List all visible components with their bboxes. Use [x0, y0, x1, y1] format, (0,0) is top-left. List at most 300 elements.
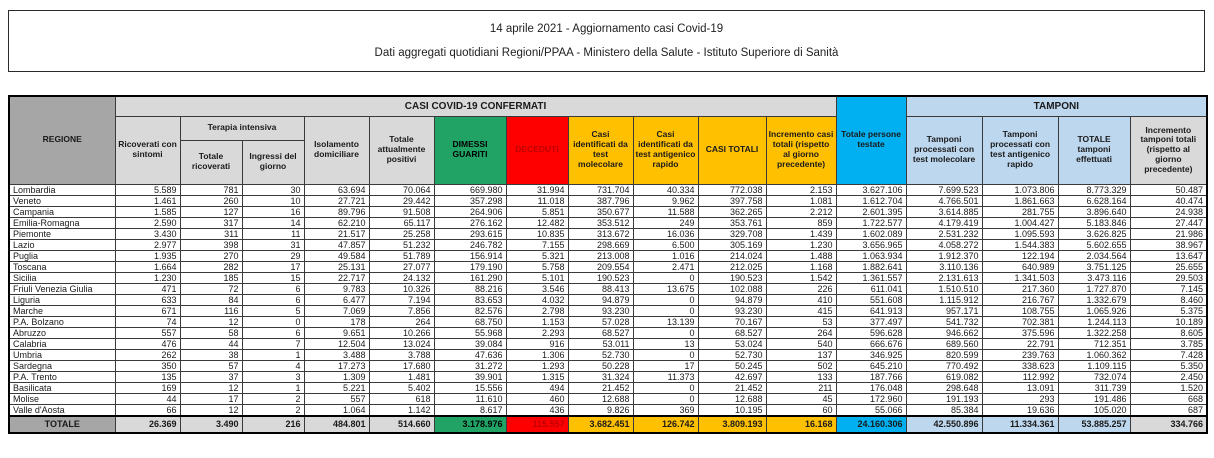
table-row — [9, 404, 1207, 416]
table-cell: 1.510.510 — [906, 283, 982, 294]
table-cell: 25.131 — [304, 261, 369, 272]
table-cell: 17.273 — [304, 360, 369, 371]
table-cell: 264 — [369, 316, 434, 327]
table-cell: 10.189 — [1130, 316, 1207, 327]
table-cell: 37 — [180, 371, 242, 382]
table-row — [9, 316, 1207, 327]
table-cell: 116 — [180, 305, 242, 316]
table-cell: 45 — [766, 393, 836, 404]
table-cell: 1.882.641 — [836, 261, 906, 272]
table-cell: 31 — [242, 239, 304, 250]
table-cell: 460 — [506, 393, 568, 404]
table-cell: 4.766.501 — [906, 195, 982, 206]
table-cell: 85.384 — [906, 404, 982, 416]
table-cell: 5.758 — [506, 261, 568, 272]
table-cell: 7.155 — [506, 239, 568, 250]
table-cell: 27.447 — [1130, 217, 1207, 228]
table-cell: 281.755 — [982, 206, 1058, 217]
table-cell: 398 — [180, 239, 242, 250]
table-cell: 9.962 — [633, 195, 698, 206]
table-cell: 70.064 — [369, 184, 434, 195]
table-cell: 633 — [115, 294, 180, 305]
table-cell: 5.851 — [506, 206, 568, 217]
table-cell: 135 — [115, 371, 180, 382]
table-cell: 2.153 — [766, 184, 836, 195]
table-cell: 377.497 — [836, 316, 906, 327]
table-cell: 5.402 — [369, 382, 434, 393]
table-cell: 5.375 — [1130, 305, 1207, 316]
table-cell: 1.004.427 — [982, 217, 1058, 228]
region-name: Veneto — [9, 195, 115, 206]
region-name: Abruzzo — [9, 327, 115, 338]
table-cell: 264 — [766, 327, 836, 338]
table-cell: 1.544.383 — [982, 239, 1058, 250]
table-cell: 58 — [180, 327, 242, 338]
region-name: Liguria — [9, 294, 115, 305]
totals-cell: 3.682.451 — [568, 416, 633, 433]
table-cell: 7.069 — [304, 305, 369, 316]
table-row — [9, 294, 1207, 305]
table-cell: 31.272 — [434, 360, 506, 371]
table-row — [9, 371, 1207, 382]
table-cell: 17 — [242, 261, 304, 272]
col-header-ingressi-giorno: Ingressi del giorno — [242, 140, 304, 184]
table-cell: 16 — [242, 206, 304, 217]
table-cell: 369 — [633, 404, 698, 416]
table-cell: 29.442 — [369, 195, 434, 206]
table-cell: 5.350 — [1130, 360, 1207, 371]
table-cell: 169 — [115, 382, 180, 393]
table-cell: 7.145 — [1130, 283, 1207, 294]
table-cell: 52.730 — [568, 349, 633, 360]
table-cell: 1.935 — [115, 250, 180, 261]
table-cell: 540 — [766, 338, 836, 349]
col-header-deceduti: DECEDUTI — [506, 116, 568, 184]
table-cell: 3.626.825 — [1058, 228, 1130, 239]
table-cell: 770.492 — [906, 360, 982, 371]
table-cell: 264.906 — [434, 206, 506, 217]
group-header-terapia-intensiva: Terapia intensiva — [180, 116, 304, 140]
table-cell: 211 — [766, 382, 836, 393]
table-cell: 246.782 — [434, 239, 506, 250]
table-cell: 772.038 — [698, 184, 766, 195]
table-cell: 4.032 — [506, 294, 568, 305]
table-cell: 17.680 — [369, 360, 434, 371]
table-cell: 311.739 — [1058, 382, 1130, 393]
table-cell: 31.994 — [506, 184, 568, 195]
table-cell: 53.011 — [568, 338, 633, 349]
table-cell: 22.791 — [982, 338, 1058, 349]
table-cell: 1.322.258 — [1058, 327, 1130, 338]
table-cell: 68.527 — [698, 327, 766, 338]
table-cell: 12 — [180, 382, 242, 393]
table-cell: 2.293 — [506, 327, 568, 338]
totals-cell: 3.178.976 — [434, 416, 506, 433]
table-cell: 5.183.846 — [1058, 217, 1130, 228]
table-cell: 50.228 — [568, 360, 633, 371]
table-cell: 1.230 — [115, 272, 180, 283]
table-cell: 70.167 — [698, 316, 766, 327]
table-cell: 1.520 — [1130, 382, 1207, 393]
table-cell: 51.232 — [369, 239, 434, 250]
table-cell: 3 — [242, 371, 304, 382]
totals-cell: 115.557 — [506, 416, 568, 433]
table-cell: 57 — [180, 360, 242, 371]
table-cell: 1.585 — [115, 206, 180, 217]
table-cell: 1.065.926 — [1058, 305, 1130, 316]
table-cell: 1.115.912 — [906, 294, 982, 305]
table-cell: 47.857 — [304, 239, 369, 250]
table-cell: 1.439 — [766, 228, 836, 239]
table-cell: 53 — [766, 316, 836, 327]
table-cell: 209.554 — [568, 261, 633, 272]
totals-cell: 26.369 — [115, 416, 180, 433]
table-cell: 91.508 — [369, 206, 434, 217]
col-header-isolamento: Isolamento domiciliare — [304, 116, 369, 184]
table-cell: 55.066 — [836, 404, 906, 416]
table-cell: 305.169 — [698, 239, 766, 250]
table-cell: 0 — [633, 349, 698, 360]
col-header-totale-tamponi: TOTALE tamponi effettuati — [1058, 116, 1130, 184]
table-cell: 1.315 — [506, 371, 568, 382]
table-cell: 1.612.704 — [836, 195, 906, 206]
table-cell: 10.266 — [369, 327, 434, 338]
table-cell: 375.596 — [982, 327, 1058, 338]
table-cell: 619.082 — [906, 371, 982, 382]
table-cell: 40.474 — [1130, 195, 1207, 206]
table-cell: 6 — [242, 283, 304, 294]
table-cell: 31.324 — [568, 371, 633, 382]
table-cell: 298.648 — [906, 382, 982, 393]
table-cell: 12.504 — [304, 338, 369, 349]
table-cell: 1.332.679 — [1058, 294, 1130, 305]
table-cell: 1.060.362 — [1058, 349, 1130, 360]
table-cell: 190.523 — [698, 272, 766, 283]
table-cell: 1.109.115 — [1058, 360, 1130, 371]
table-cell: 1 — [242, 382, 304, 393]
table-cell: 94.879 — [698, 294, 766, 305]
table-cell: 1.081 — [766, 195, 836, 206]
table-cell: 1.602.089 — [836, 228, 906, 239]
table-cell: 557 — [304, 393, 369, 404]
table-cell: 137 — [766, 349, 836, 360]
table-cell: 16.036 — [633, 228, 698, 239]
table-cell: 415 — [766, 305, 836, 316]
table-cell: 618 — [369, 393, 434, 404]
table-row — [9, 272, 1207, 283]
table-cell: 1.488 — [766, 250, 836, 261]
table-cell: 1.341.503 — [982, 272, 1058, 283]
col-header-casi-totali: CASI TOTALI — [698, 116, 766, 184]
col-header-persone-testate: Totale persone testate — [836, 96, 906, 184]
table-cell: 3.751.125 — [1058, 261, 1130, 272]
table-cell: 55.968 — [434, 327, 506, 338]
table-cell: 3.473.116 — [1058, 272, 1130, 283]
totals-cell: 24.160.306 — [836, 416, 906, 433]
table-cell: 640.989 — [982, 261, 1058, 272]
table-cell: 7.428 — [1130, 349, 1207, 360]
table-cell: 7.194 — [369, 294, 434, 305]
table-cell: 1.461 — [115, 195, 180, 206]
table-cell: 282 — [180, 261, 242, 272]
table-cell: 13.647 — [1130, 250, 1207, 261]
table-cell: 270 — [180, 250, 242, 261]
table-cell: 0 — [633, 305, 698, 316]
table-cell: 82.576 — [434, 305, 506, 316]
table-cell: 108.755 — [982, 305, 1058, 316]
table-cell: 3.430 — [115, 228, 180, 239]
table-cell: 13.675 — [633, 283, 698, 294]
table-cell: 2.590 — [115, 217, 180, 228]
table-cell: 38 — [180, 349, 242, 360]
table-cell: 105.020 — [1058, 404, 1130, 416]
table-cell: 11.588 — [633, 206, 698, 217]
table-cell: 53.024 — [698, 338, 766, 349]
table-row — [9, 327, 1207, 338]
table-cell: 671 — [115, 305, 180, 316]
region-name: P.A. Trento — [9, 371, 115, 382]
table-cell: 27.077 — [369, 261, 434, 272]
table-cell: 2 — [242, 393, 304, 404]
table-cell: 551.608 — [836, 294, 906, 305]
table-cell: 12.688 — [698, 393, 766, 404]
table-cell: 8.605 — [1130, 327, 1207, 338]
table-cell: 19.636 — [982, 404, 1058, 416]
table-cell: 712.351 — [1058, 338, 1130, 349]
table-cell: 11.018 — [506, 195, 568, 206]
table-cell: 1 — [242, 349, 304, 360]
table-cell: 1.481 — [369, 371, 434, 382]
table-cell: 957.171 — [906, 305, 982, 316]
table-cell: 156.914 — [434, 250, 506, 261]
table-cell: 29 — [242, 250, 304, 261]
table-cell: 641.913 — [836, 305, 906, 316]
table-cell: 22.717 — [304, 272, 369, 283]
table-cell: 781 — [180, 184, 242, 195]
table-cell: 362.265 — [698, 206, 766, 217]
table-cell: 1.064 — [304, 404, 369, 416]
table-cell: 293.615 — [434, 228, 506, 239]
col-header-regione: REGIONE — [9, 96, 115, 184]
table-cell: 346.925 — [836, 349, 906, 360]
col-header-casi-molecolare: Casi identificati da test molecolare — [568, 116, 633, 184]
table-cell: 1.361.557 — [836, 272, 906, 283]
table-cell: 313.672 — [568, 228, 633, 239]
table-cell: 187.766 — [836, 371, 906, 382]
region-name: Piemonte — [9, 228, 115, 239]
table-cell: 859 — [766, 217, 836, 228]
table-cell: 190.523 — [568, 272, 633, 283]
table-cell: 329.708 — [698, 228, 766, 239]
table-cell: 14 — [242, 217, 304, 228]
table-cell: 57.028 — [568, 316, 633, 327]
table-cell: 24.132 — [369, 272, 434, 283]
table-cell: 49.584 — [304, 250, 369, 261]
report-header — [8, 10, 1205, 72]
table-cell: 4.179.419 — [906, 217, 982, 228]
table-cell: 4 — [242, 360, 304, 371]
table-cell: 1.095.593 — [982, 228, 1058, 239]
table-cell: 350 — [115, 360, 180, 371]
table-cell: 8.773.329 — [1058, 184, 1130, 195]
table-cell: 63.694 — [304, 184, 369, 195]
table-cell: 2.034.564 — [1058, 250, 1130, 261]
region-name: Lombardia — [9, 184, 115, 195]
table-cell: 10.326 — [369, 283, 434, 294]
table-cell: 5.602.655 — [1058, 239, 1130, 250]
table-row — [9, 305, 1207, 316]
table-cell: 44 — [115, 393, 180, 404]
table-cell: 10.195 — [698, 404, 766, 416]
table-cell: 11.373 — [633, 371, 698, 382]
table-cell: 387.796 — [568, 195, 633, 206]
table-cell: 702.381 — [982, 316, 1058, 327]
table-row — [9, 250, 1207, 261]
totals-cell: 334.766 — [1130, 416, 1207, 433]
table-cell: 179.190 — [434, 261, 506, 272]
table-row — [9, 184, 1207, 195]
table-cell: 916 — [506, 338, 568, 349]
table-row — [9, 393, 1207, 404]
table-cell: 93.230 — [568, 305, 633, 316]
region-name: Umbria — [9, 349, 115, 360]
col-header-totale-ricoverati: Totale ricoverati — [180, 140, 242, 184]
table-row — [9, 360, 1207, 371]
table-cell: 293 — [982, 393, 1058, 404]
table-row — [9, 283, 1207, 294]
report-subtitle: Dati aggregati quotidiani Regioni/PPAA - Ministero della Salute - Istituto Superiore di Sanità — [374, 47, 839, 59]
table-cell: 212.025 — [698, 261, 766, 272]
table-cell: 0 — [633, 327, 698, 338]
region-name: Calabria — [9, 338, 115, 349]
totals-cell: 484.801 — [304, 416, 369, 433]
table-cell: 62.210 — [304, 217, 369, 228]
table-cell: 60 — [766, 404, 836, 416]
group-header-casi-confermati: CASI COVID-19 CONFERMATI — [115, 96, 836, 116]
col-header-ricoverati-sintomi: Ricoverati con sintomi — [115, 116, 180, 184]
table-cell: 27.721 — [304, 195, 369, 206]
table-cell: 191.193 — [906, 393, 982, 404]
table-cell: 1.168 — [766, 261, 836, 272]
table-row — [9, 195, 1207, 206]
table-row — [9, 349, 1207, 360]
table-cell: 311 — [180, 228, 242, 239]
totals-cell: 11.334.361 — [982, 416, 1058, 433]
table-cell: 74 — [115, 316, 180, 327]
table-cell: 0 — [633, 272, 698, 283]
region-name: Friuli Venezia Giulia — [9, 283, 115, 294]
table-cell: 3.546 — [506, 283, 568, 294]
table-cell: 21.452 — [568, 382, 633, 393]
table-cell: 38.967 — [1130, 239, 1207, 250]
table-cell: 0 — [633, 294, 698, 305]
table-cell: 2 — [242, 404, 304, 416]
table-cell: 12 — [180, 404, 242, 416]
table-cell: 9.783 — [304, 283, 369, 294]
table-cell: 820.599 — [906, 349, 982, 360]
table-cell: 353.512 — [568, 217, 633, 228]
table-cell: 47.636 — [434, 349, 506, 360]
col-header-incremento-tamponi: Incremento tamponi totali (rispetto al giorno precedente) — [1130, 116, 1207, 184]
table-cell: 25.655 — [1130, 261, 1207, 272]
table-cell: 172.960 — [836, 393, 906, 404]
table-cell: 83.653 — [434, 294, 506, 305]
table-cell: 93.230 — [698, 305, 766, 316]
table-cell: 68.527 — [568, 327, 633, 338]
region-name: Sardegna — [9, 360, 115, 371]
table-cell: 13.139 — [633, 316, 698, 327]
table-cell: 494 — [506, 382, 568, 393]
table-cell: 40.334 — [633, 184, 698, 195]
table-row — [9, 206, 1207, 217]
table-cell: 65.117 — [369, 217, 434, 228]
table-cell: 12.688 — [568, 393, 633, 404]
table-cell: 15 — [242, 272, 304, 283]
covid-data-table — [8, 95, 1208, 434]
table-cell: 732.074 — [1058, 371, 1130, 382]
table-cell: 6.477 — [304, 294, 369, 305]
table-cell: 7.699.523 — [906, 184, 982, 195]
table-cell: 88.413 — [568, 283, 633, 294]
table-cell: 357.298 — [434, 195, 506, 206]
table-cell: 1.063.934 — [836, 250, 906, 261]
table-cell: 213.008 — [568, 250, 633, 261]
table-cell: 10 — [242, 195, 304, 206]
region-name: Sicilia — [9, 272, 115, 283]
table-cell: 5.589 — [115, 184, 180, 195]
table-cell: 7.856 — [369, 305, 434, 316]
table-row — [9, 239, 1207, 250]
table-cell: 1.153 — [506, 316, 568, 327]
totals-cell: 42.550.896 — [906, 416, 982, 433]
table-cell: 350.677 — [568, 206, 633, 217]
table-cell: 541.732 — [906, 316, 982, 327]
table-cell: 276.162 — [434, 217, 506, 228]
table-cell: 24.938 — [1130, 206, 1207, 217]
table-cell: 21.517 — [304, 228, 369, 239]
table-cell: 1.244.113 — [1058, 316, 1130, 327]
table-cell: 645.210 — [836, 360, 906, 371]
table-cell: 596.628 — [836, 327, 906, 338]
table-cell: 127 — [180, 206, 242, 217]
table-cell: 298.669 — [568, 239, 633, 250]
table-cell: 66 — [115, 404, 180, 416]
table-cell: 2.471 — [633, 261, 698, 272]
table-cell: 436 — [506, 404, 568, 416]
group-header-tamponi: TAMPONI — [906, 96, 1207, 116]
table-cell: 317 — [180, 217, 242, 228]
table-cell: 1.293 — [506, 360, 568, 371]
table-cell: 262 — [115, 349, 180, 360]
table-cell: 94.879 — [568, 294, 633, 305]
table-cell: 689.560 — [906, 338, 982, 349]
table-cell: 249 — [633, 217, 698, 228]
table-cell: 3.788 — [369, 349, 434, 360]
totals-cell: 3.809.193 — [698, 416, 766, 433]
table-cell: 338.623 — [982, 360, 1058, 371]
table-cell: 72 — [180, 283, 242, 294]
table-cell: 502 — [766, 360, 836, 371]
table-cell: 0 — [633, 382, 698, 393]
table-cell: 1.542 — [766, 272, 836, 283]
table-cell: 42.697 — [698, 371, 766, 382]
col-header-casi-antigenico: Casi identificati da test antigenico rapido — [633, 116, 698, 184]
region-name: Basilicata — [9, 382, 115, 393]
region-name: Lazio — [9, 239, 115, 250]
table-cell: 1.309 — [304, 371, 369, 382]
table-cell: 397.758 — [698, 195, 766, 206]
table-cell: 13.024 — [369, 338, 434, 349]
